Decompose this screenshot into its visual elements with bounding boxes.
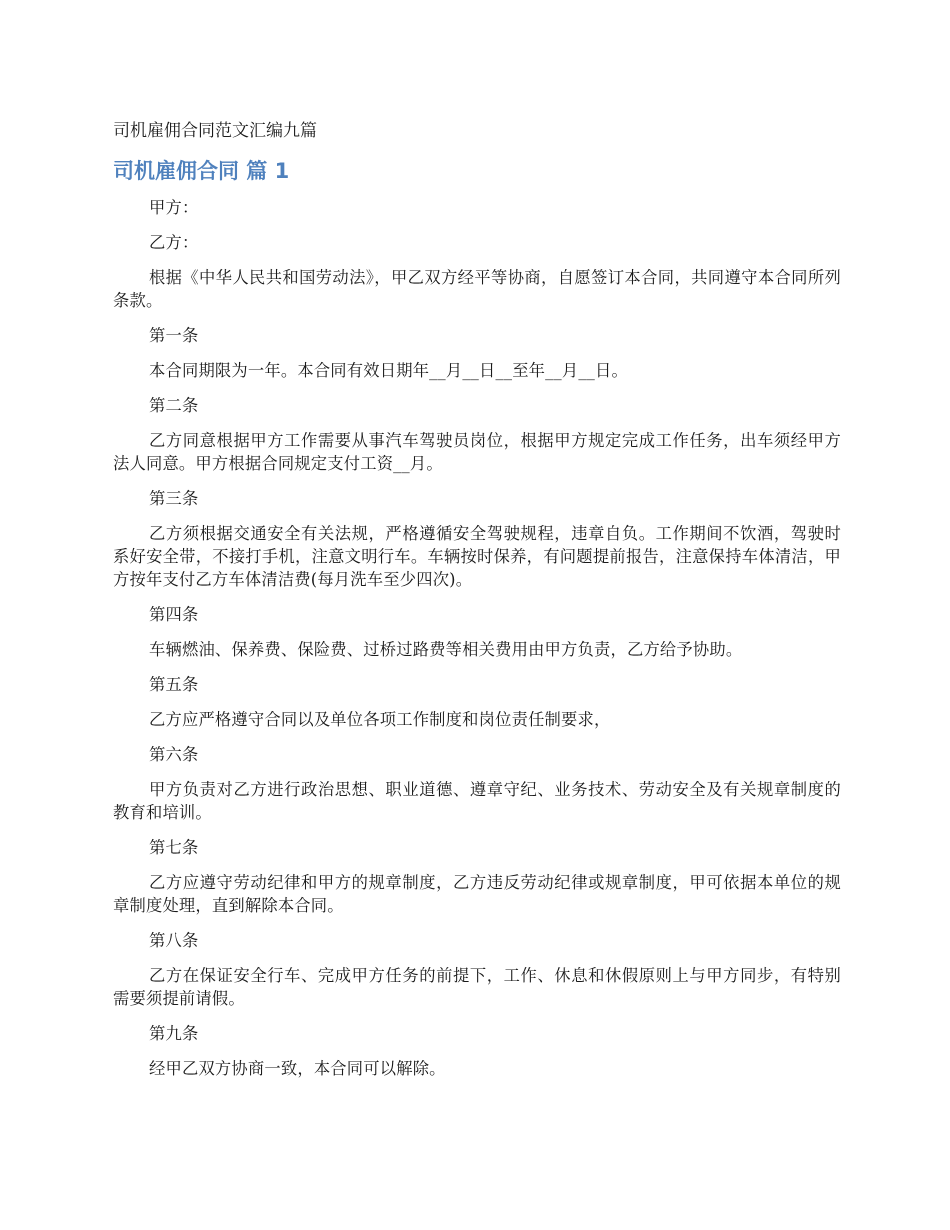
article-3-heading: 第三条 — [149, 489, 199, 508]
article-9-heading: 第九条 — [149, 1024, 199, 1043]
article-6-body: 甲方负责对乙方进行政治思想、职业道德、遵章守纪、业务技术、劳动安全及有关规章制度的教育和培训。 — [113, 780, 841, 822]
article-8-heading: 第八条 — [149, 931, 199, 950]
article-8-body: 乙方在保证安全行车、完成甲方任务的前提下，工作、休息和休假原则上与甲方同步，有特别需要须提前请假。 — [113, 966, 841, 1008]
article-4-heading: 第四条 — [149, 605, 199, 624]
article-7-heading: 第七条 — [149, 838, 199, 857]
paragraph-party-a: 甲方： — [149, 198, 199, 217]
article-5-heading: 第五条 — [149, 675, 199, 694]
article-9-body: 经甲乙双方协商一致，本合同可以解除。 — [149, 1059, 446, 1078]
article-1-body: 本合同期限为一年。本合同有效日期年__月__日__至年__月__日。 — [149, 361, 628, 380]
article-5-body: 乙方应严格遵守合同以及单位各项工作制度和岗位责任制要求， — [149, 710, 611, 729]
article-4-body: 车辆燃油、保养费、保险费、过桥过路费等相关费用由甲方负责，乙方给予协助。 — [149, 640, 743, 659]
article-7-body: 乙方应遵守劳动纪律和甲方的规章制度，乙方违反劳动纪律或规章制度，甲可依据本单位的规章制度处理，直到解除本合同。 — [113, 873, 841, 915]
paragraph-preamble: 根据《中华人民共和国劳动法》，甲乙双方经平等协商，自愿签订本合同，共同遵守本合同所列条款。 — [113, 268, 841, 310]
article-2-heading: 第二条 — [149, 396, 199, 415]
section-heading: 司机雇佣合同 篇 1 — [113, 159, 290, 183]
paragraph-party-b: 乙方： — [149, 233, 199, 252]
document-title: 司机雇佣合同范文汇编九篇 — [113, 121, 317, 141]
document-page — [113, 120, 841, 1092]
article-1-heading: 第一条 — [149, 326, 199, 345]
article-2-body: 乙方同意根据甲方工作需要从事汽车驾驶员岗位，根据甲方规定完成工作任务，出车须经甲方法人同意。甲方根据合同规定支付工资__月。 — [113, 431, 841, 473]
article-3-body: 乙方须根据交通安全有关法规，严格遵循安全驾驶规程，违章自负。工作期间不饮酒，驾驶时系好安全带，不接打手机，注意文明行车。车辆按时保养，有问题提前报告，注意保持车体清洁，甲方按年支付乙方车体清洁费(每月洗车至少四次)。 — [113, 524, 841, 589]
article-6-heading: 第六条 — [149, 745, 199, 764]
